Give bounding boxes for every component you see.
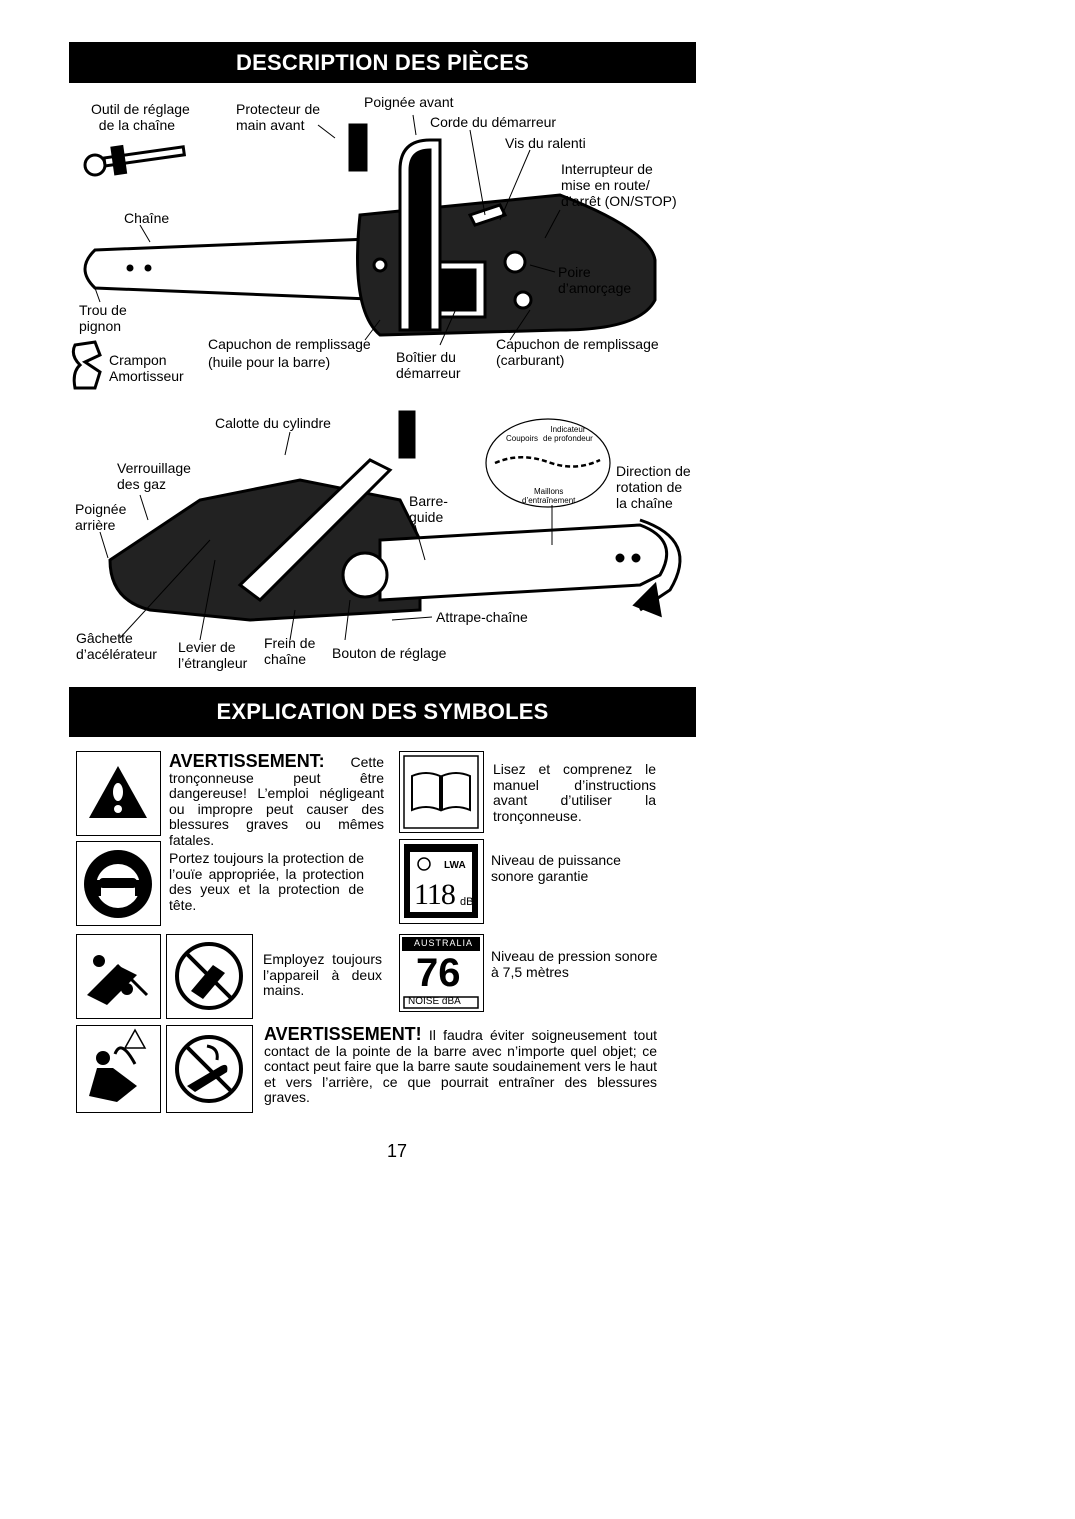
bumper-spike-icon [73, 342, 100, 388]
one-hand-prohibited-icon [167, 935, 251, 1017]
label-chaine: Chaîne [124, 210, 170, 226]
symbol-protection-text: Portez toujours la protection de l’ouïe appropriée, la protection des yeux et la protection de tête. [169, 850, 364, 913]
guide-bar [85, 238, 395, 300]
label-capuchon-huile: Capuchon de remplissage (huile pour la barre) [208, 336, 371, 370]
label-trou: Trou de pignon [79, 302, 127, 334]
symbol-warning-text [169, 751, 384, 848]
section-title-symboles: EXPLICATION DES SYMBOLES [69, 687, 696, 737]
symbol-twohands-text: Employez toujours l’appareil à deux mains. [263, 951, 382, 998]
label-levier: Levier de l’étrangleur [178, 639, 248, 671]
warning1-body: Cette tronçonneuse peut être dangereuse! L’emploi négligeant ou impropre peut causer des blessures graves ou mêmes fatales. [169, 754, 384, 848]
label-vis: Vis du ralenti [505, 135, 586, 151]
symbol-manual-text: Lisez et comprenez le manuel d’instructions avant d’utiliser la tronçonneuse. [493, 761, 656, 824]
pressure-value: 76 [416, 951, 461, 995]
page-number: 17 [387, 1141, 408, 1161]
symbol-kickback-text [264, 1024, 657, 1106]
symbol-twohands-box [76, 934, 161, 1019]
power-lwa: LWA [444, 860, 466, 871]
pressure-unit: NOISE dBA [408, 996, 461, 1007]
label-barre-guide: Barre- guide [409, 493, 448, 525]
symbol-manual-box [399, 751, 484, 833]
power-unit: dB [460, 896, 474, 908]
symbol-pressure-text: Niveau de pression sonore à 7,5 mètres [491, 948, 658, 980]
open-book-icon [400, 752, 482, 832]
symbol-warning-box [76, 751, 161, 836]
label-crampon: Crampon Amortisseur [109, 352, 184, 384]
kickback-warning-icon [77, 1026, 159, 1111]
warning2-body: Il faudra éviter soigneusement tout contact de la pointe de la barre avec n’importe quel objet; ce contact peut faire que la barre saute soudainement vers le haut et vers l’arrière, ce que pourrait entraîner des blessures graves. [264, 1027, 657, 1105]
label-poignee-arriere: Poignée arrière [75, 501, 127, 533]
warning2-heading: AVERTISSEMENT! [264, 1024, 422, 1044]
label-bouton: Bouton de réglage [332, 645, 447, 661]
warning1-heading: AVERTISSEMENT: [169, 751, 325, 771]
chain-tool-icon [85, 147, 184, 175]
symbol-power-text: Niveau de puissance sonore garantie [491, 852, 621, 884]
symbol-protection-box [76, 841, 161, 926]
pressure-country: AUSTRALIA [414, 938, 474, 948]
label-poignee-avant: Poignée avant [364, 94, 454, 110]
power-value: 118 [414, 878, 455, 911]
label-coupoirs: Coupoirs [506, 434, 539, 443]
chainsaw-body [350, 125, 655, 335]
symbol-tipcontact-box [166, 1025, 253, 1113]
two-hands-icon [77, 935, 159, 1017]
symbol-power-box [399, 839, 484, 924]
label-calotte: Calotte du cylindre [215, 415, 331, 431]
label-attrape: Attrape-chaîne [436, 609, 528, 625]
label-frein: Frein de chaîne [264, 635, 316, 667]
warning-triangle-icon [77, 752, 159, 834]
label-maillons: Maillons d’entraînement [522, 487, 576, 505]
label-direction: Direction de rotation de la chaîne [616, 463, 691, 511]
label-poire: Poire d’amorçage [558, 264, 632, 296]
label-capuchon-carb: Capuchon de remplissage (carburant) [496, 336, 659, 368]
head-protection-icon [77, 842, 159, 924]
label-gachette: Gâchette d’acélérateur [76, 630, 157, 662]
label-outil: Outil de réglage de la chaîne [91, 101, 190, 133]
label-interrupteur: Interrupteur de mise en route/ d’arrêt (ON/STOP) [561, 161, 677, 209]
section-title-description: DESCRIPTION DES PIÈCES [69, 42, 696, 83]
label-protecteur: Protecteur de main avant [236, 101, 321, 133]
symbol-pressure-box [399, 934, 484, 1012]
label-corde: Corde du démarreur [430, 114, 557, 130]
label-boitier: Boîtier du démarreur [396, 349, 461, 381]
symbol-kickback-box [76, 1025, 161, 1113]
symbol-onehand-box [166, 934, 253, 1019]
label-verrouillage: Verrouillage des gaz [117, 460, 191, 492]
tip-contact-prohibited-icon [167, 1026, 251, 1111]
label-indicateur: Indicateur de profondeur [543, 425, 593, 443]
